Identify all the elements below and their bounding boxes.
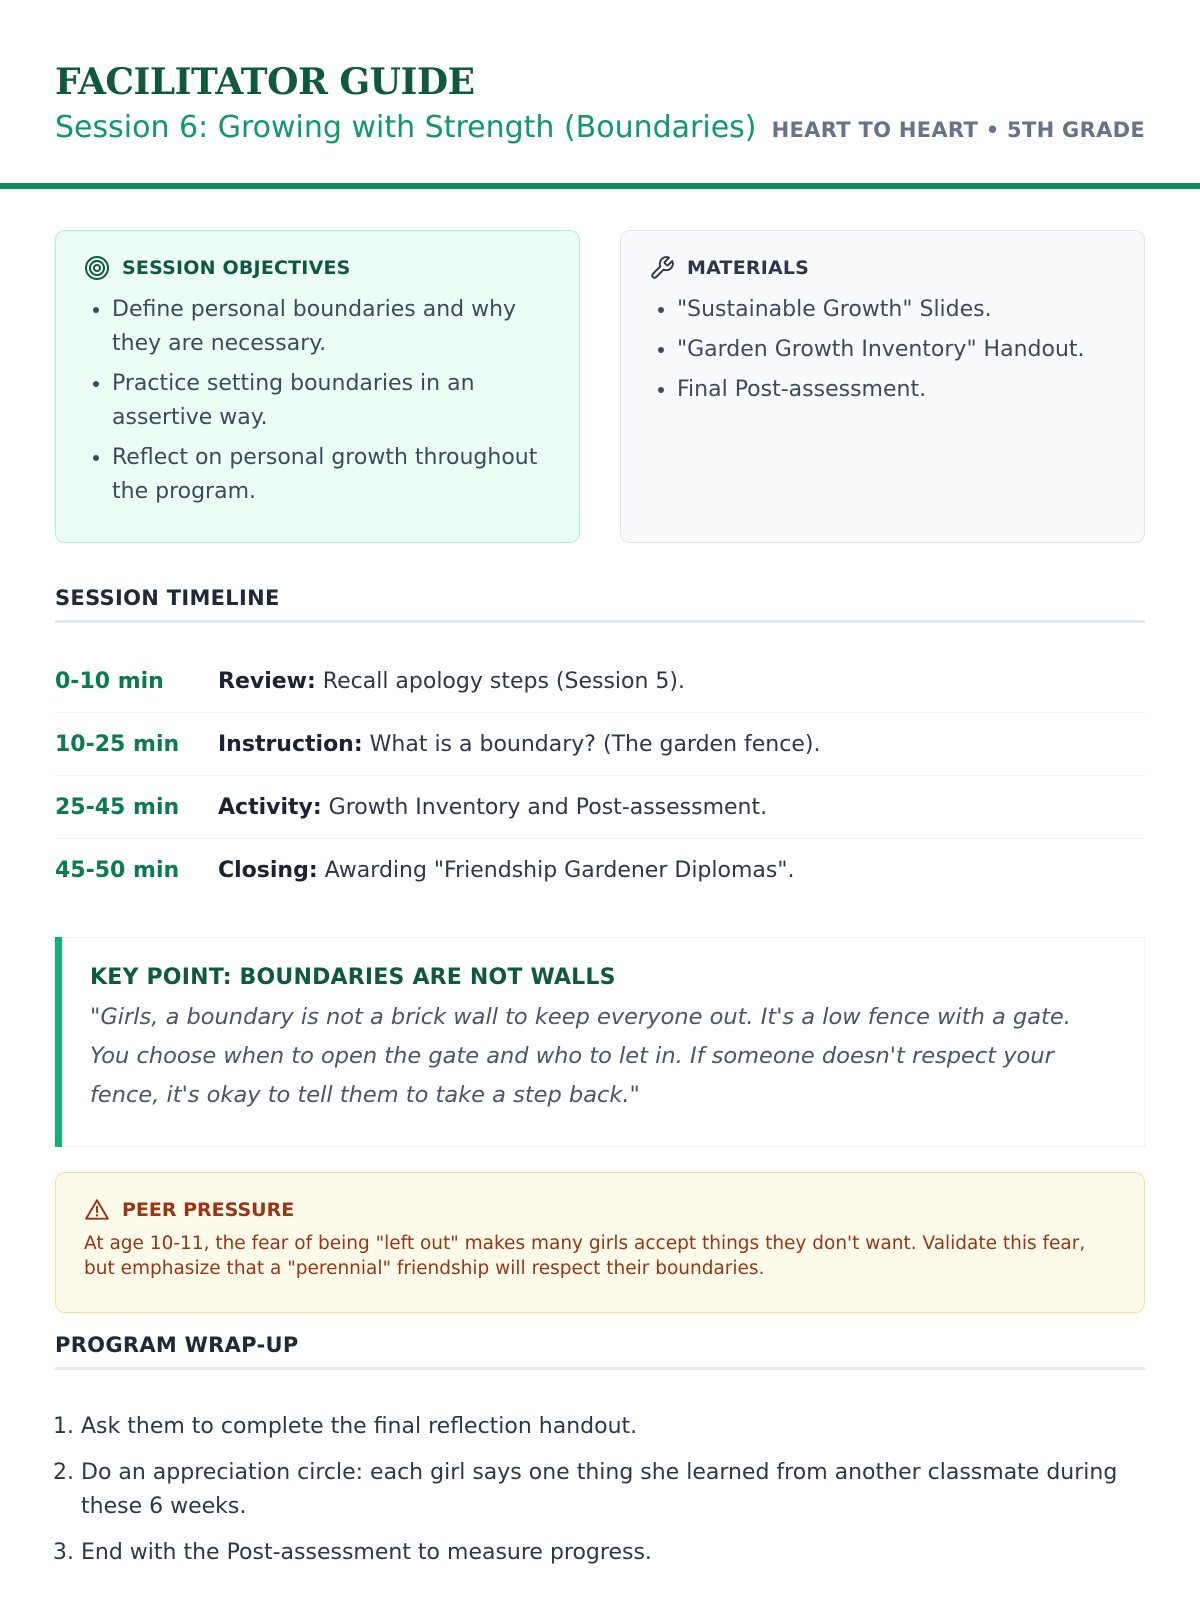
header-divider bbox=[0, 183, 1200, 189]
timeline-text: Recall apology steps (Session 5). bbox=[315, 668, 686, 694]
timeline-time: 10-25 min bbox=[55, 731, 180, 757]
materials-card bbox=[620, 230, 1145, 543]
objectives-heading: SESSION OBJECTIVES bbox=[122, 257, 351, 279]
objectives-list bbox=[84, 293, 551, 509]
timeline-label: Closing: bbox=[218, 857, 318, 883]
session-subtitle: Session 6: Growing with Strength (Boundaries) bbox=[55, 110, 757, 145]
timeline-time: 25-45 min bbox=[55, 794, 180, 820]
wrapup-item: 3. End with the Post-assessment to measure progress. bbox=[81, 1536, 1145, 1570]
wrapup-heading: PROGRAM WRAP-UP bbox=[55, 1333, 1145, 1370]
timeline-label: Instruction: bbox=[218, 731, 363, 757]
program-tag: HEART TO HEART • 5TH GRADE bbox=[771, 118, 1145, 142]
materials-heading-row bbox=[649, 255, 1116, 281]
timeline-row bbox=[55, 650, 1145, 713]
page-title: FACILITATOR GUIDE bbox=[55, 61, 475, 103]
warning-heading: PEER PRESSURE bbox=[122, 1199, 295, 1221]
info-cards bbox=[55, 230, 1145, 543]
wrapup-list bbox=[55, 1410, 1145, 1582]
key-point-quote: "Girls, a boundary is not a brick wall to keep everyone out. It's a low fence with a gate. You choose when to open the gate and who to let in. If someone doesn't respect your fence, it's okay to tell them to take a step back." bbox=[90, 1004, 1071, 1108]
objectives-card bbox=[55, 230, 580, 543]
objective-item: • Reflect on personal growth throughout the program. bbox=[112, 441, 551, 509]
wrench-icon bbox=[649, 255, 675, 281]
timeline-description bbox=[218, 732, 820, 757]
target-icon bbox=[84, 255, 110, 281]
timeline-row bbox=[55, 776, 1145, 839]
timeline-row bbox=[55, 713, 1145, 776]
warning-triangle-icon bbox=[84, 1197, 110, 1223]
subtitle-row bbox=[55, 108, 1145, 148]
materials-heading: MATERIALS bbox=[687, 257, 810, 279]
timeline-description bbox=[218, 795, 767, 820]
material-item: • "Garden Growth Inventory" Handout. bbox=[677, 333, 1116, 367]
timeline-text: Growth Inventory and Post-assessment. bbox=[321, 794, 768, 820]
timeline-label: Review: bbox=[218, 668, 316, 694]
objectives-heading-row bbox=[84, 255, 551, 281]
peer-pressure-warning bbox=[55, 1172, 1145, 1313]
warning-text: At age 10-11, the fear of being "left out" makes many girls accept things they don't want. Validate this fear, but emphasize that a "perennial" friendship will respect their boundaries. bbox=[84, 1233, 1086, 1279]
session-timeline bbox=[55, 650, 1145, 901]
timeline-description bbox=[218, 858, 794, 883]
wrapup-item: 1. Ask them to complete the final reflection handout. bbox=[81, 1410, 1145, 1444]
timeline-row bbox=[55, 839, 1145, 901]
objective-item: • Define personal boundaries and why they are necessary. bbox=[112, 293, 551, 361]
timeline-time: 0-10 min bbox=[55, 668, 164, 694]
material-item: • "Sustainable Growth" Slides. bbox=[677, 293, 1116, 327]
timeline-text: What is a boundary? (The garden fence). bbox=[362, 731, 821, 757]
wrapup-item: 2. Do an appreciation circle: each girl says one thing she learned from another classmate during these 6 weeks. bbox=[81, 1456, 1145, 1524]
timeline-text: Awarding "Friendship Gardener Diplomas". bbox=[317, 857, 795, 883]
header bbox=[55, 0, 1145, 145]
material-item: • Final Post-assessment. bbox=[677, 373, 1116, 407]
timeline-time: 45-50 min bbox=[55, 857, 180, 883]
key-point-title: KEY POINT: BOUNDARIES ARE NOT WALLS bbox=[90, 965, 616, 990]
warning-heading-row bbox=[84, 1197, 1116, 1223]
timeline-label: Activity: bbox=[218, 794, 322, 820]
objective-item: • Practice setting boundaries in an assertive way. bbox=[112, 367, 551, 435]
timeline-heading: SESSION TIMELINE bbox=[55, 586, 1145, 623]
key-point-callout bbox=[55, 937, 1145, 1147]
materials-list bbox=[649, 293, 1116, 407]
timeline-description bbox=[218, 669, 685, 694]
